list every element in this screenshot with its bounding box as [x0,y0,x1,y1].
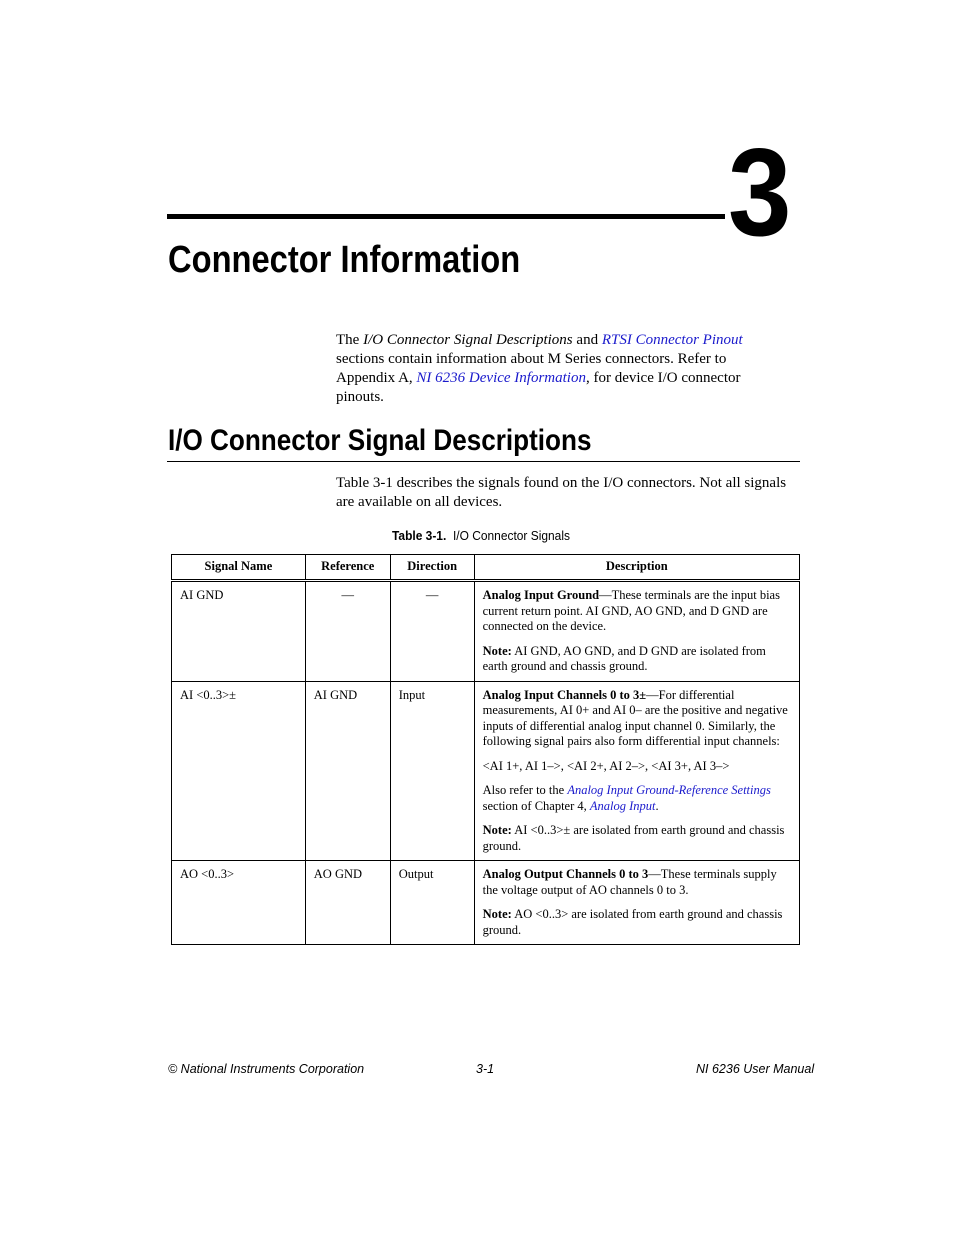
note-text: AI <0..3>± are isolated from earth ground and chassis ground. [482,823,785,853]
note-text: AO <0..3> are isolated from earth ground and chassis ground. [482,907,783,937]
description-cell [474,681,799,861]
note-paragraph [483,644,791,675]
chapter-title: Connector Information [168,239,521,281]
description-paragraph [483,588,791,635]
direction-cell: Output [390,861,474,945]
description-text: —These terminals supply the voltage output of AO channels 0 to 3. [482,867,777,897]
footer-manual-title: NI 6236 User Manual [696,1062,815,1076]
table-caption-label: Table 3-1. [392,528,447,543]
note-text: AI GND, AO GND, and D GND are isolated from earth ground and chassis ground. [482,643,766,673]
reference-text: section of Chapter 4, [482,798,590,813]
description-cell [474,581,799,682]
chapter-rule [167,214,725,219]
table-caption [392,527,570,545]
intro-text: , for device I/O connector pinouts. [336,370,741,405]
analog-input-link[interactable]: Analog Input [589,798,656,813]
intro-paragraph [336,331,776,407]
column-header: Description [474,555,799,581]
device-information-link[interactable]: NI 6236 Device Information [416,370,586,386]
intro-text: The [336,332,364,348]
column-header: Direction [390,555,474,581]
chapter-number: 3 [728,124,790,262]
footer-copyright: © National Instruments Corporation [168,1062,365,1076]
description-cell [474,861,799,945]
rtsi-connector-pinout-link[interactable]: RTSI Connector Pinout [601,332,743,348]
signals-table [171,554,800,945]
ground-reference-settings-link[interactable]: Analog Input Ground-Reference Settings [567,783,771,797]
direction-cell: Input [390,681,474,861]
section-rule [167,461,800,462]
note-paragraph [483,823,791,854]
signal-name-cell: AO <0..3> [172,861,306,945]
reference-cell: — [305,581,390,682]
footer-page-number: 3-1 [476,1062,495,1076]
table-row [172,581,800,682]
note-label: Note: [482,823,512,837]
signal-pairs-text: <AI 1+, AI 1–>, <AI 2+, AI 2–>, <AI 3+, AI 3–> [482,758,730,773]
note-label: Note: [482,907,512,921]
table-row [172,861,800,945]
section-title: I/O Connector Signal Descriptions [168,424,592,457]
description-text: —These terminals are the input bias current return point. AI GND, AO GND, and D GND are connected on the device. [482,588,780,633]
reference-cell: AI GND [305,681,390,861]
reference-cell: AO GND [305,861,390,945]
table-caption-text: I/O Connector Signals [452,528,570,543]
description-heading: Analog Input Channels 0 to 3± [482,687,647,702]
table-header-row [172,555,800,581]
reference-text: . [655,798,659,813]
note-paragraph [483,907,791,938]
description-paragraph [483,688,791,750]
direction-cell: — [390,581,474,682]
description-heading: Analog Output Channels 0 to 3 [482,867,649,881]
reference-paragraph [483,783,791,814]
intro-text: and [572,332,602,348]
signal-name-cell: AI GND [172,581,306,682]
section-body: Table 3-1 describes the signals found on the I/O connectors. Not all signals are available on all devices. [336,475,787,510]
description-text: —For differential measurements, AI 0+ and AI 0– are the positive and negative inputs of differential analog input channel 0. Similarly, the following signal pairs also form differential input channels: [482,687,788,748]
description-paragraph [483,867,791,898]
note-label: Note: [482,643,512,658]
description-heading: Analog Input Ground [482,588,600,602]
intro-text: sections contain information about M Series connectors. Refer to Appendix A, [336,351,727,386]
column-header: Reference [305,555,390,581]
intro-emphasis: I/O Connector Signal Descriptions [363,332,573,348]
signal-name-cell: AI <0..3>± [172,681,306,861]
column-header: Signal Name [172,555,306,581]
table-row [172,681,800,861]
reference-text: Also refer to the [482,783,568,797]
